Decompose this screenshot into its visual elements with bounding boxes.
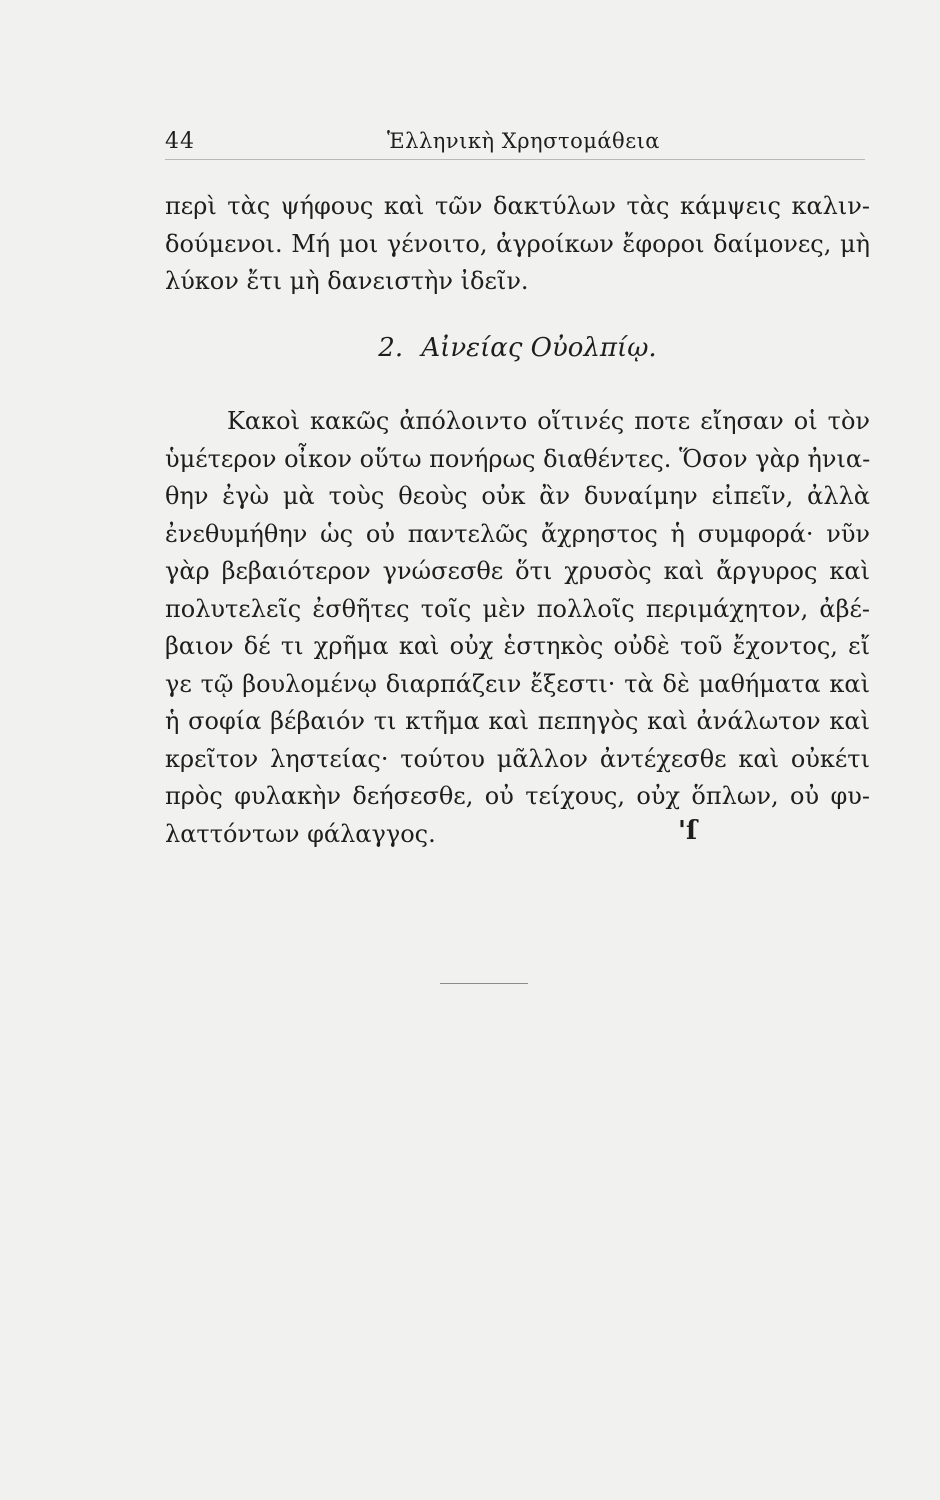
- text-line: λύκον ἔτι μὴ δανειστὴν ἰδεῖν.: [165, 267, 529, 295]
- text-line: πρὸς φυλακὴν δεήσεσθε, οὐ τείχους, οὐχ ὅπλων, οὐ φυ-: [165, 782, 870, 810]
- section-heading: [165, 333, 870, 363]
- text-line: πολυτελεῖς ἐσθῆτες τοῖς μὲν πολλοῖς περιμάχητον, ἀβέ-: [165, 594, 870, 623]
- page-header: [165, 125, 865, 160]
- text-line: βαιον δέ τι χρῆμα καὶ οὐχ ἑστηκὸς οὐδὲ τοῦ ἔχοντος, εἴ: [165, 632, 870, 660]
- section-title: Αἰνείας Οὐολπίῳ.: [421, 333, 657, 363]
- letter-body: [165, 403, 870, 853]
- continued-paragraph: [165, 188, 870, 301]
- text-line: ὑμέτερον οἶκον οὕτω πονήρως διαθέντες. Ὅσον γὰρ ἠνια-: [165, 444, 871, 473]
- running-title: Ἑλληνικὴ Χρηστομάθεια: [387, 129, 660, 153]
- text-line: θην ἐγὼ μὰ τοὺς θεοὺς οὐκ ἂν δυναίμην εἰπεῖν, ἀλλὰ: [165, 482, 870, 510]
- text-line: ἐνεθυμήθην ὡς οὐ παντελῶς ἄχρηστος ἡ συμφορά· νῦν: [165, 519, 870, 548]
- text-line: λαττόντων φάλαγγος.: [165, 819, 436, 848]
- text-line: γὰρ βεβαιότερον γνώσεσθε ὅτι χρυσὸς καὶ ἄργυρος καὶ: [165, 557, 870, 585]
- text-line: περὶ τὰς ψήφους καὶ τῶν δακτύλων τὰς κάμψεις καλιν-: [165, 192, 870, 220]
- section-number: 2.: [378, 333, 404, 363]
- text-line: δούμενοι. Μή μοι γένοιτο, ἀγροίκων ἔφοροι δαίμονες, μὴ: [165, 229, 870, 258]
- text-line: ἡ σοφία βέβαιόν τι κτῆμα καὶ πεπηγὸς καὶ ἀνάλωτον καὶ: [165, 707, 870, 735]
- text-line: γε τῷ βουλομένῳ διαρπάζειν ἔξεστι· τὰ δὲ μαθήματα καὶ: [165, 669, 870, 698]
- text-line: κρεῖτον ληστείας· τούτου μᾶλλον ἀντέχεσθε καὶ οὐκέτι: [165, 744, 870, 773]
- section-end-rule: [440, 983, 528, 984]
- page-number: 44: [165, 129, 195, 154]
- closing-mark: 'ſ: [678, 816, 698, 846]
- text-line: Κακοὶ κακῶς ἀπόλοιντο οἵτινές ποτε εἴησαν οἱ τὸν: [227, 407, 870, 435]
